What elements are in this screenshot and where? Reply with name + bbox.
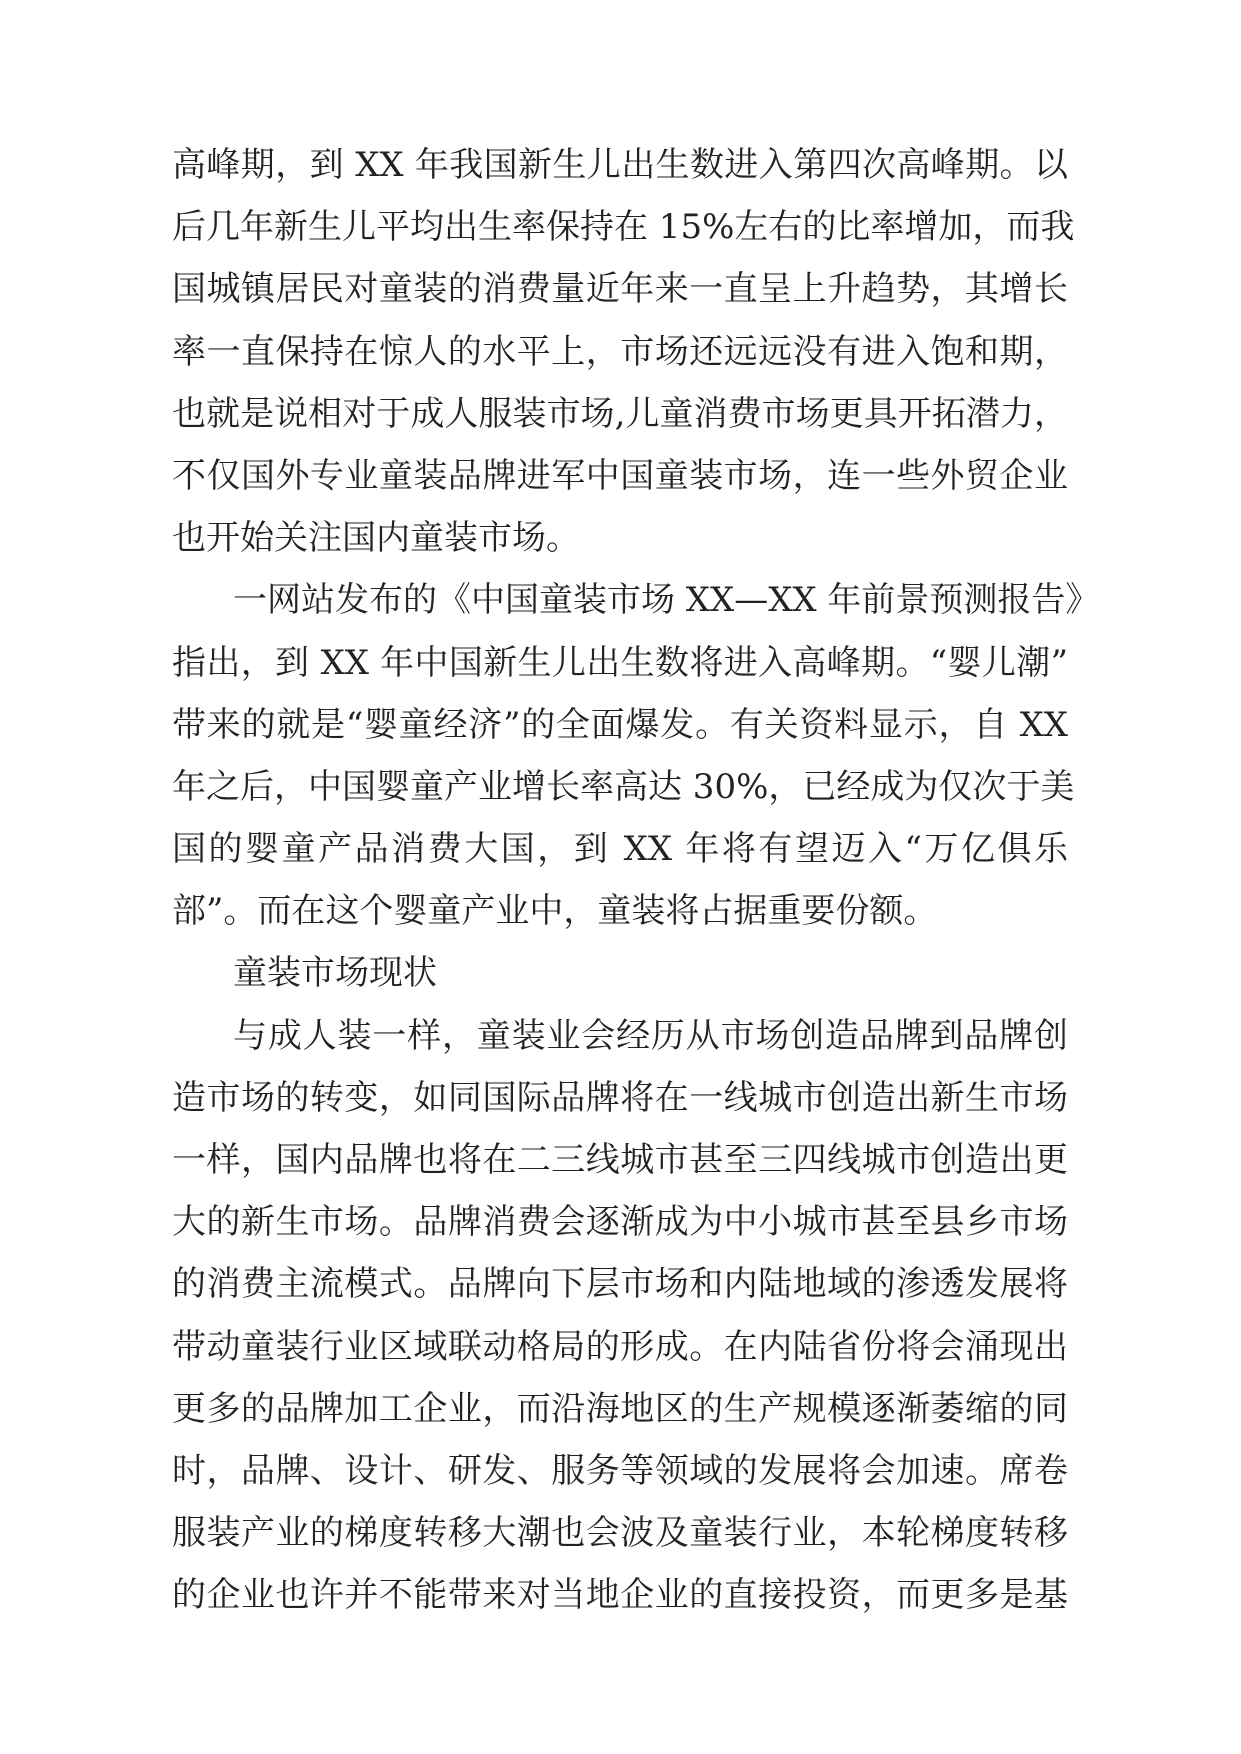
text-line: 部”。而在这个婴童产业中，童装将占据重要份额。: [172, 891, 938, 932]
text-line: 更多的品牌加工企业，而沿海地区的生产规模逐渐萎缩的同: [172, 1388, 1068, 1429]
paragraph: [172, 569, 1100, 942]
text-line: 的企业也许并不能带来对当地企业的直接投资，而更多是基: [172, 1575, 1068, 1616]
text-line: 不仅国外专业童装品牌进军中国童装市场，连一些外贸企业: [172, 455, 1068, 496]
document-body: [172, 134, 1100, 1627]
text-line: 国城镇居民对童装的消费量近年来一直呈上升趋势，其增长: [172, 269, 1068, 310]
text-line: 后几年新生儿平均出生率保持在 15%左右的比率增加，而我: [172, 207, 1075, 248]
text-line: 带来的就是“婴童经济”的全面爆发。有关资料显示，自 XX: [172, 704, 1068, 745]
text-line: 率一直保持在惊人的水平上，市场还远远没有进入饱和期，: [172, 331, 1068, 372]
text-line: 指出，到 XX 年中国新生儿出生数将进入高峰期。“婴儿潮”: [172, 642, 1068, 683]
text-line: 也开始关注国内童装市场。: [172, 518, 580, 559]
text-line: 年之后，中国婴童产业增长率高达 30%，已经成为仅次于美: [172, 766, 1075, 807]
text-line: 带动童装行业区域联动格局的形成。在内陆省份将会涌现出: [172, 1326, 1068, 1367]
section-heading-text: 童装市场现状: [233, 953, 437, 994]
text-line: 一网站发布的《中国童装市场 XX—XX 年前景预测报告》: [233, 580, 1100, 621]
text-line: 大的新生市场。品牌消费会逐渐成为中小城市甚至县乡市场: [172, 1202, 1068, 1243]
text-line: 时，品牌、设计、研发、服务等领域的发展将会加速。席卷: [172, 1450, 1068, 1491]
text-line: 服装产业的梯度转移大潮也会波及童装行业，本轮梯度转移: [172, 1513, 1068, 1554]
text-line: 的消费主流模式。品牌向下层市场和内陆地域的渗透发展将: [172, 1264, 1068, 1305]
text-line: 一样，国内品牌也将在二三线城市甚至三四线城市创造出更: [172, 1140, 1068, 1180]
text-line: 国的婴童产品消费大国，到 XX 年将有望迈入“万亿俱乐: [172, 829, 1068, 870]
paragraph: [172, 134, 1075, 569]
text-line: 造市场的转变，如同国际品牌将在一线城市创造出新生市场: [172, 1077, 1068, 1118]
text-line: 高峰期，到 XX 年我国新生儿出生数进入第四次高峰期。以: [172, 145, 1068, 185]
text-line: 与成人装一样，童装业会经历从市场创造品牌到品牌创: [233, 1015, 1068, 1056]
paragraph: [172, 1005, 1068, 1627]
text-line: 也就是说相对于成人服装市场,儿童消费市场更具开拓潜力，: [172, 393, 1068, 434]
section-heading: [172, 942, 1068, 1004]
